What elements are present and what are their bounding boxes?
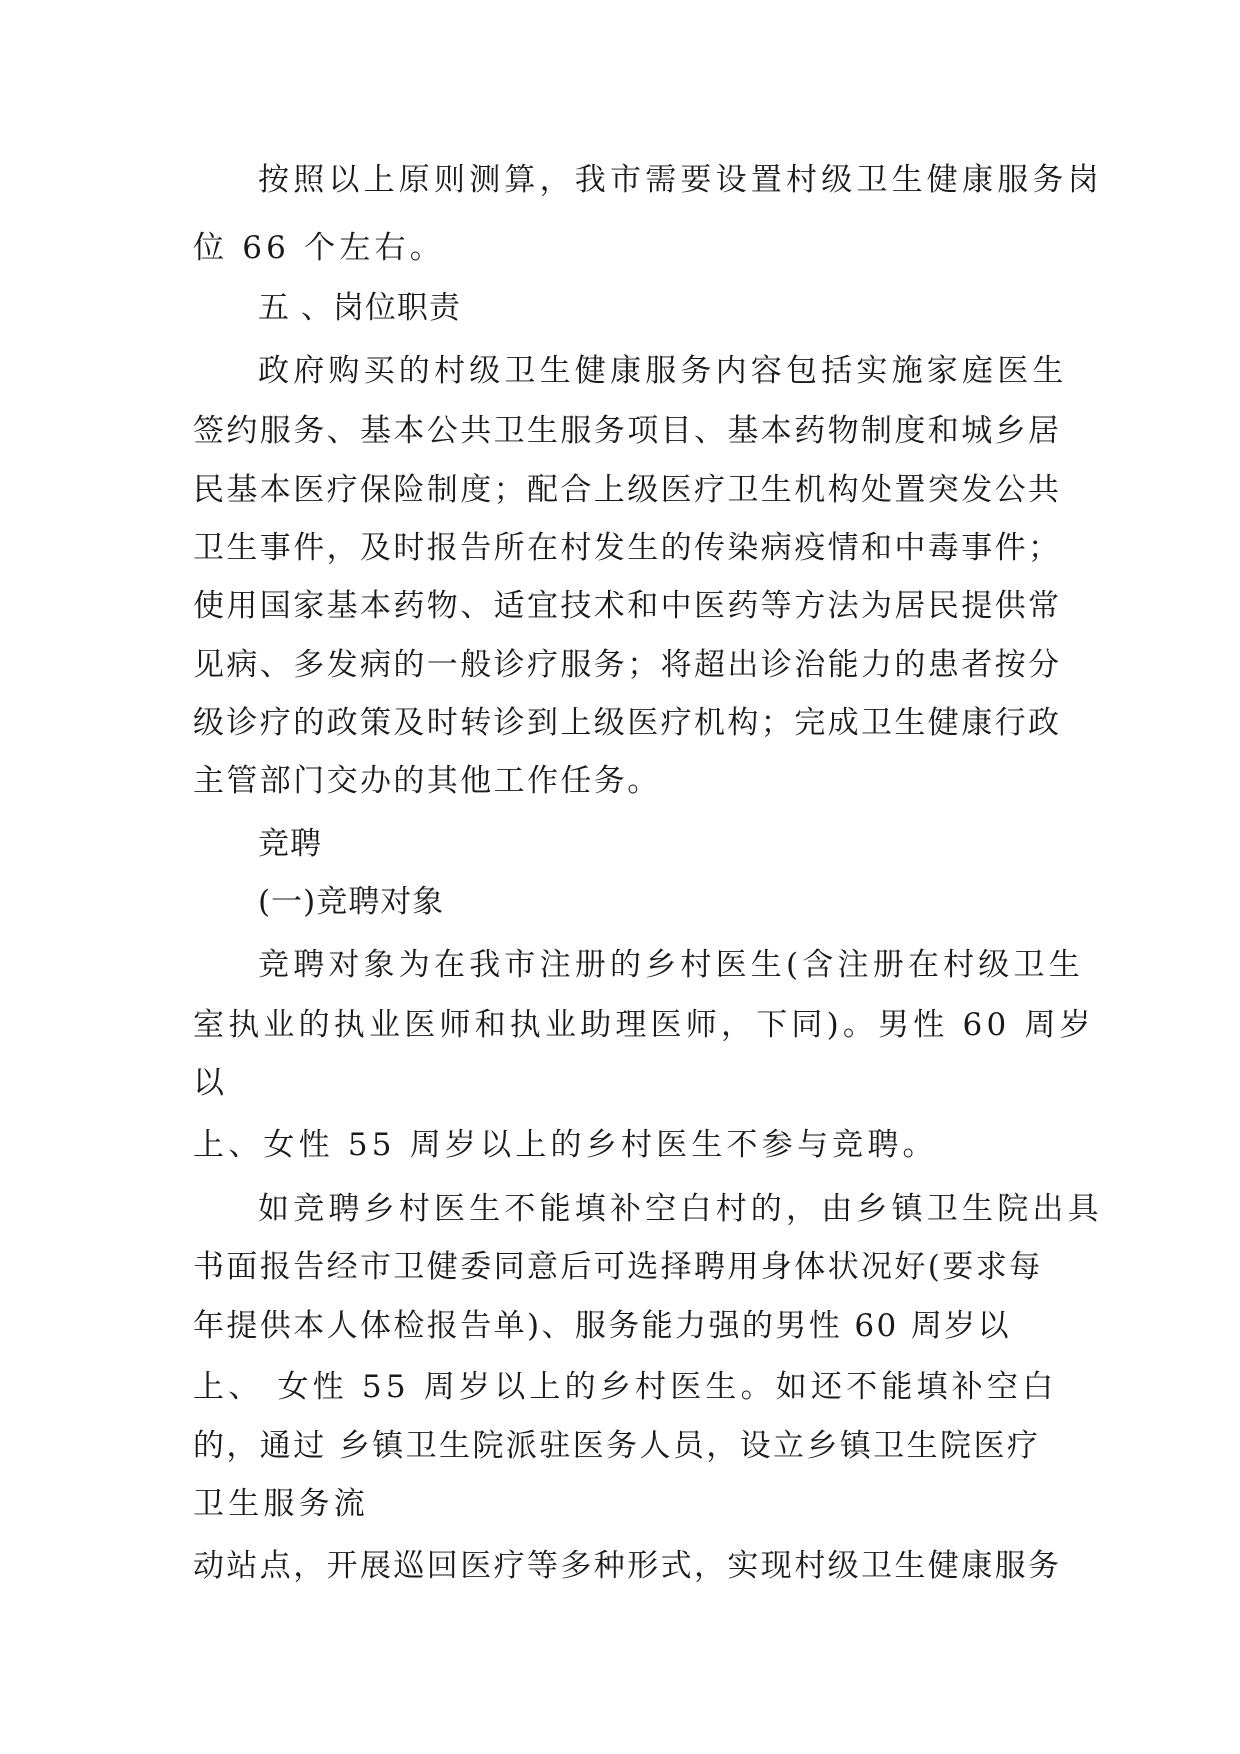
line-7: 卫生事件，及时报告所在村发生的传染病疫情和中毒事件； — [193, 530, 1062, 566]
line-18: 如竞聘乡村医生不能填补空白村的，由乡镇卫生院出具 — [258, 1191, 1103, 1227]
line-11: 主管部门交办的其他工作任务。 — [193, 763, 661, 799]
line-9: 见病、多发病的一般诊疗服务；将超出诊治能力的患者按分 — [193, 647, 1062, 683]
line-19: 书面报告经市卫健委同意后可选择聘用身体状况好(要求每 — [193, 1249, 1043, 1285]
line-4: 政府购买的村级卫生健康服务内容包括实施家庭医生 — [258, 353, 1068, 389]
line-23: 卫生服务流 — [193, 1486, 369, 1522]
line-10: 级诊疗的政策及时转诊到上级医疗机构；完成卫生健康行政 — [193, 705, 1062, 741]
line-17: 上、女性 55 周岁以上的乡村医生不参与竞聘。 — [193, 1127, 938, 1163]
line-2: 位 66 个左右。 — [193, 230, 445, 266]
line-6: 民基本医疗保险制度；配合上级医疗卫生机构处置突发公共 — [193, 472, 1062, 508]
section-heading-recruitment: 竞聘 — [258, 826, 322, 862]
line-22: 的，通过 乡镇卫生院派驻医务人员，设立乡镇卫生院医疗 — [193, 1428, 1041, 1464]
line-8: 使用国家基本药物、适宜技术和中医药等方法为居民提供常 — [193, 588, 1062, 624]
line-1: 按照以上原则测算，我市需要设置村级卫生健康服务岗 — [258, 162, 1103, 198]
line-14: 竞聘对象为在我市注册的乡村医生(含注册在村级卫生 — [258, 947, 1084, 983]
line-15: 室执业的执业医师和执业助理医师，下同)。男性 60 周岁 — [193, 1007, 1095, 1043]
subsection-heading-candidates: (一)竞聘对象 — [258, 884, 445, 920]
line-24: 动站点，开展巡回医疗等多种形式，实现村级卫生健康服务 — [193, 1548, 1062, 1584]
section-heading-duties: 五 、岗位职责 — [258, 290, 461, 326]
line-20: 年提供本人体检报告单)、服务能力强的男性 60 周岁以 — [193, 1308, 1012, 1344]
line-5: 签约服务、基本公共卫生服务项目、基本药物制度和城乡居 — [193, 413, 1062, 449]
line-21: 上、 女性 55 周岁以上的乡村医生。如还不能填补空白 — [193, 1369, 1058, 1405]
line-16: 以 — [193, 1065, 229, 1101]
